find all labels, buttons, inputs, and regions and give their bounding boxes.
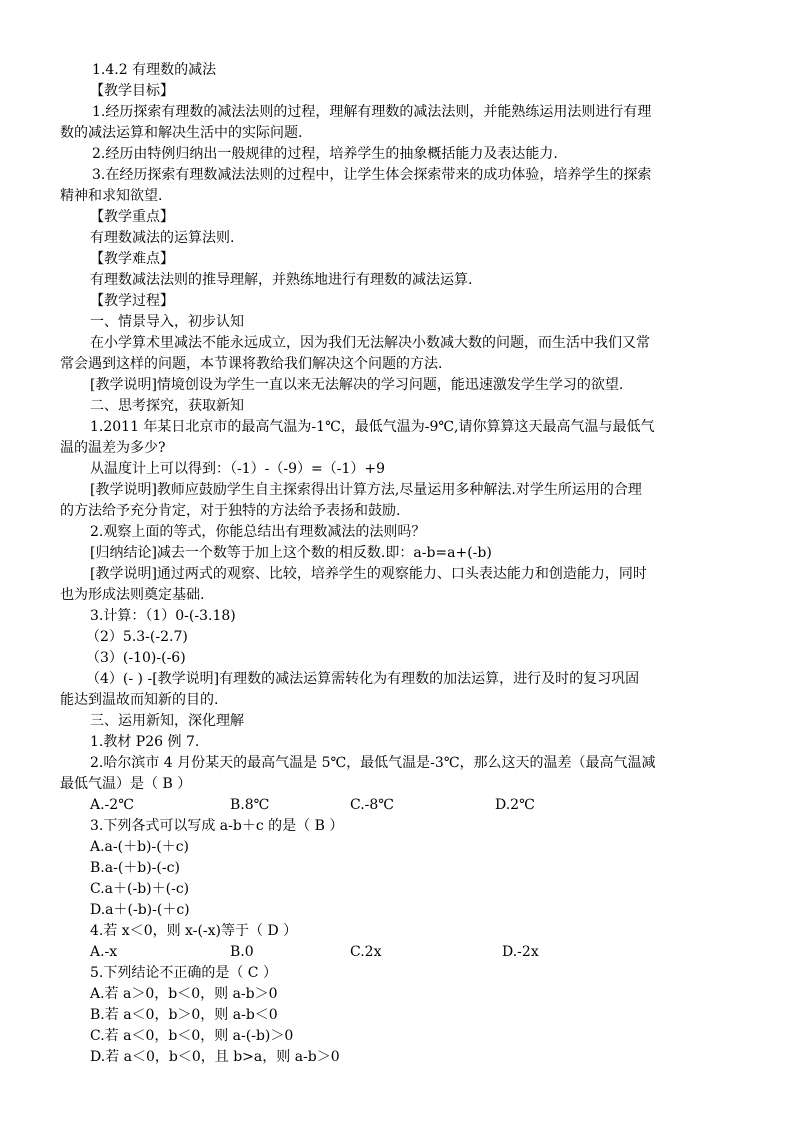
calc-1: 3.计算：（1）0-(-3.18) [90, 608, 236, 624]
teaching-note-1: [教学说明]情境创设为学生一直以来无法解决的学习问题，能迅速激发学生学习的欲望. [90, 377, 624, 393]
option: A.若 a＞0，b＜0，则 a-b＞0 [90, 986, 278, 1002]
goal-2: 2.经历由特例归纳出一般规律的过程，培养学生的抽象概括能力及表达能力. [92, 146, 558, 162]
goal-1-line-1: 1.经历探索有理数的减法法则的过程，理解有理数的减法法则，并能熟练运用法则进行有理 [92, 104, 652, 120]
option: D.若 a＜0，b＜0，且 b>a，则 a-b＞0 [90, 1049, 340, 1065]
goal-3-line-2: 精神和求知欲望. [60, 188, 163, 204]
exercise-4: 4.若 x＜0，则 x-(-x)等于（ D ） [90, 923, 298, 939]
document-body [60, 60, 730, 1068]
heading-key-points: 【教学重点】 [90, 209, 174, 225]
exercise-1: 1.教材 P26 例 7. [90, 734, 200, 750]
question-1-line-1: 1.2011 年某日北京市的最高气温为-1℃，最低气温为-9℃,请你算算这天最高气温与最低气 [90, 419, 655, 435]
option: B.0 [230, 944, 254, 960]
key-point: 有理数减法的运算法则. [90, 230, 235, 246]
exercise-2-options [90, 795, 730, 816]
option: B.若 a＜0，b＞0，则 a-b＜0 [90, 1007, 278, 1023]
option: C.若 a＜0，b＜0，则 a-(-b)＞0 [90, 1028, 294, 1044]
teaching-note-2-line-1: [教学说明]教师应鼓励学生自主探索得出计算方法,尽量运用多种解法.对学生所运用的合理 [90, 482, 642, 498]
option: A.a-(＋b)-(＋c) [90, 839, 190, 855]
exercise-3: 3.下列各式可以写成 a-b＋c 的是（ B ） [90, 818, 344, 834]
teaching-note-2-line-2: 的方法给予充分肯定，对于独特的方法给予表扬和鼓励. [60, 503, 401, 519]
teaching-note-3-line-1: [教学说明]通过两式的观察、比较，培养学生的观察能力、口头表达能力和创造能力，同时 [90, 566, 647, 582]
option: C.2x [350, 944, 382, 960]
option: A.-2℃ [90, 797, 134, 813]
option: B.8℃ [230, 797, 270, 813]
calc-2: （2）5.3-(-2.7) [86, 629, 188, 645]
heading-difficulties: 【教学难点】 [90, 251, 174, 267]
option: D.-2x [502, 944, 539, 960]
teaching-note-3-line-2: 也为形成法则奠定基础. [60, 587, 205, 603]
lesson-title: 1.4.2 有理数的减法 [92, 62, 217, 78]
option: B.a-(＋b)-(-c) [90, 860, 180, 876]
conclusion: [归纳结论]减去一个数等于加上这个数的相反数.即：a-b=a+(-b) [90, 545, 492, 561]
option: D.2℃ [495, 797, 535, 813]
heading-goals: 【教学目标】 [90, 83, 174, 99]
exercise-2-line-2: 最低气温）是（ B ） [60, 776, 192, 792]
question-1-line-2: 温的温差为多少? [60, 440, 166, 456]
para-1-line-1: 在小学算术里减法不能永远成立，因为我们无法解决小数减大数的问题，而生活中我们又常 [90, 335, 650, 351]
difficulty: 有理数减法法则的推导理解，并熟练地进行有理数的减法运算. [90, 272, 473, 288]
para-1-line-2: 常会遇到这样的问题，本节课将教给我们解决这个问题的方法. [60, 356, 443, 372]
heading-process: 【教学过程】 [90, 293, 174, 309]
calc-3: （3）(-10)-(-6) [86, 650, 186, 666]
option: C.-8℃ [350, 797, 394, 813]
option: A.-x [90, 944, 118, 960]
question-2: 2.观察上面的等式，你能总结出有理数减法的法则吗？ [90, 524, 426, 540]
exercise-4-options [90, 942, 730, 963]
calc-4-line-1: （4）(- ) -[教学说明]有理数的减法运算需转化为有理数的加法运算，进行及时的复习巩固 [86, 671, 640, 687]
option: D.a＋(-b)-(＋c) [90, 902, 190, 918]
option: C.a＋(-b)＋(-c) [90, 881, 190, 897]
calc-4-line-2: 能达到温故而知新的目的. [60, 692, 219, 708]
section-2-heading: 二、思考探究，获取新知 [90, 398, 244, 414]
goal-3-line-1: 3.在经历探索有理数减法法则的过程中，让学生体会探索带来的成功体验，培养学生的探索 [92, 167, 652, 183]
exercise-2-line-1: 2.哈尔滨市 4 月份某天的最高气温是 5℃，最低气温是-3℃，那么这天的温差（最高气温减 [90, 755, 656, 771]
question-1-line-3: 从温度计上可以得到：（-1）-（-9）=（-1）+9 [90, 461, 386, 477]
section-3-heading: 三、运用新知，深化理解 [90, 713, 244, 729]
section-1-heading: 一、情景导入，初步认知 [90, 314, 244, 330]
goal-1-line-2: 数的减法运算和解决生活中的实际问题. [60, 125, 303, 141]
exercise-5: 5.下列结论不正确的是（ C ） [90, 965, 277, 981]
